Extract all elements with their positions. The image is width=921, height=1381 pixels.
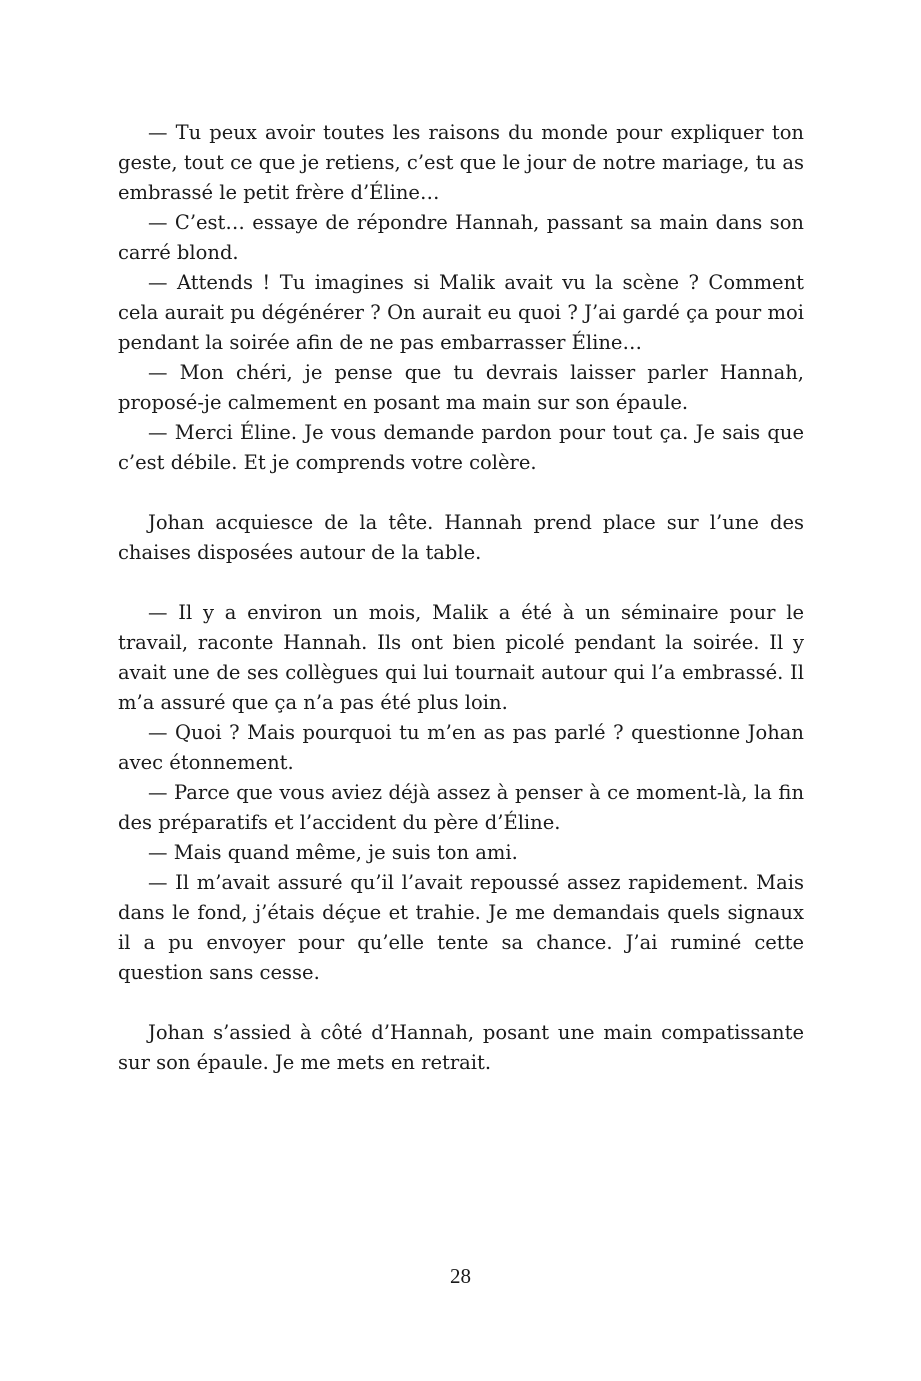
paragraph: Johan s’assied à côté d’Hannah, posant une main compatissante sur son épaule. Je me mets en retrait.: [118, 1021, 804, 1074]
paragraph: — Quoi ? Mais pourquoi tu m’en as pas parlé ? questionne Johan avec étonnement.: [118, 721, 804, 774]
paragraph: — Tu peux avoir toutes les raisons du monde pour expliquer ton geste, tout ce que je retiens, c’est que le jour de notre mariage, tu as embrassé le petit frère d’Éline…: [118, 121, 804, 204]
paragraph: — Il m’avait assuré qu’il l’avait repoussé assez rapidement. Mais dans le fond, j’étais déçue et trahie. Je me demandais quels signaux il a pu envoyer pour qu’elle tente sa chance. J’ai ruminé cette question sans cesse.: [118, 871, 804, 984]
paragraph: — Mon chéri, je pense que tu devrais laisser parler Hannah, proposé-je calmement en posant ma main sur son épaule.: [118, 361, 804, 414]
paragraph-gap: [118, 988, 804, 1018]
paragraph: — Parce que vous aviez déjà assez à penser à ce moment-là, la fin des préparatifs et l’accident du père d’Éline.: [118, 781, 804, 834]
page-body: [118, 118, 804, 1078]
paragraph: Johan acquiesce de la tête. Hannah prend place sur l’une des chaises disposées autour de la table.: [118, 511, 804, 564]
paragraph: — Mais quand même, je suis ton ami.: [148, 841, 518, 864]
paragraph-gap: [118, 568, 804, 598]
paragraph-gap: [118, 478, 804, 508]
paragraph: — Il y a environ un mois, Malik a été à un séminaire pour le travail, raconte Hannah. Ils ont bien picolé pendant la soirée. Il y avait une de ses collègues qui lui tournait autour qui l’a embrassé. Il m’a assuré que ça n’a pas été plus loin.: [118, 601, 804, 714]
paragraph: — Attends ! Tu imagines si Malik avait vu la scène ? Comment cela aurait pu dégénérer ? On aurait eu quoi ? J’ai gardé ça pour moi pendant la soirée afin de ne pas embarrasser Éline…: [118, 271, 804, 354]
paragraph: — C’est… essaye de répondre Hannah, passant sa main dans son carré blond.: [118, 211, 804, 264]
page-number: 28: [450, 1264, 471, 1288]
paragraph: — Merci Éline. Je vous demande pardon pour tout ça. Je sais que c’est débile. Et je comprends votre colère.: [118, 421, 804, 474]
